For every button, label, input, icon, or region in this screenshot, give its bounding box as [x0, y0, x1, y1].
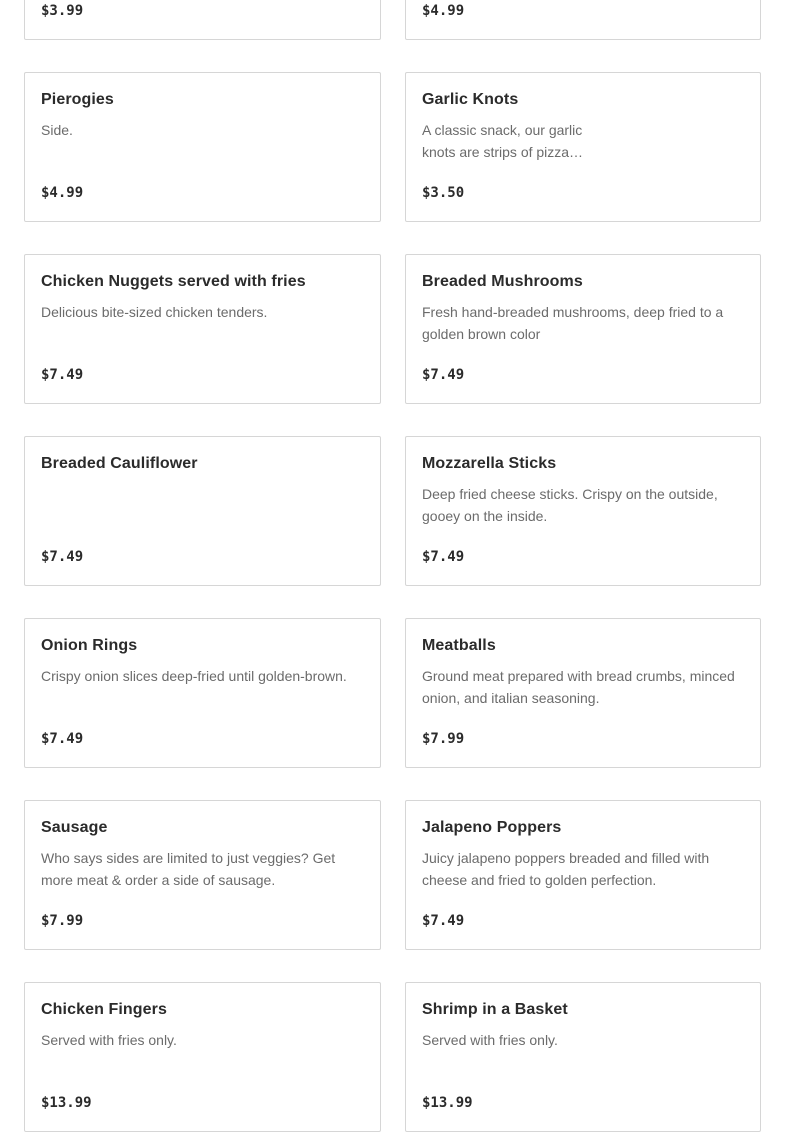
menu-item-price: $3.50 — [422, 185, 465, 201]
menu-item-name: Garlic Knots — [422, 91, 519, 108]
menu-item-price: $7.99 — [422, 731, 465, 747]
menu-item-description: Served with fries only. — [422, 1032, 558, 1048]
menu-item-description: Delicious bite-sized chicken tenders. — [41, 304, 268, 320]
menu-item-card[interactable] — [405, 436, 761, 586]
menu-item-card[interactable] — [405, 0, 761, 40]
menu-item-card[interactable] — [24, 436, 381, 586]
menu-item-card[interactable] — [24, 254, 381, 404]
menu-item-name: Breaded Cauliflower — [41, 455, 198, 472]
menu-item-description: Fresh hand-breaded mushrooms, deep fried to a golden brown color — [422, 304, 724, 342]
menu-item-card[interactable] — [405, 982, 761, 1132]
menu-items-grid — [24, 0, 761, 1132]
menu-item-description: Who says sides are limited to just veggies? Get more meat & order a side of sausage. — [41, 850, 336, 888]
menu-item-card[interactable] — [24, 618, 381, 768]
menu-item-card[interactable] — [405, 800, 761, 950]
menu-item-price: $13.99 — [41, 1095, 92, 1111]
menu-item-card[interactable] — [405, 618, 761, 768]
menu-item-price: $7.49 — [41, 731, 84, 747]
menu-item-name: Pierogies — [41, 91, 114, 108]
menu-item-name: Breaded Mushrooms — [422, 273, 583, 290]
menu-item-name: Chicken Fingers — [41, 1001, 167, 1018]
menu-item-description: A classic snack, our garlic knots are strips of pizza… — [422, 122, 584, 160]
menu-item-card[interactable] — [24, 800, 381, 950]
menu-item-price: $4.99 — [422, 3, 465, 19]
menu-item-price: $7.49 — [422, 913, 465, 929]
menu-item-price: $4.99 — [41, 185, 84, 201]
menu-item-description: Crispy onion slices deep-fried until golden-brown. — [41, 668, 347, 684]
menu-item-name: Meatballs — [422, 637, 496, 654]
menu-item-name: Sausage — [41, 819, 108, 836]
menu-item-name: Mozzarella Sticks — [422, 455, 557, 472]
menu-item-card[interactable] — [24, 72, 381, 222]
menu-item-price: $13.99 — [422, 1095, 473, 1111]
menu-item-card[interactable] — [24, 0, 381, 40]
menu-item-name: Onion Rings — [41, 637, 138, 654]
menu-item-price: $7.49 — [422, 367, 465, 383]
menu-item-price: $7.49 — [41, 367, 84, 383]
menu-item-name: Shrimp in a Basket — [422, 1001, 568, 1018]
menu-item-description: Side. — [41, 122, 73, 138]
menu-item-card[interactable] — [405, 254, 761, 404]
menu-item-price: $3.99 — [41, 3, 84, 19]
menu-item-price: $7.49 — [422, 549, 465, 565]
menu-item-price: $7.49 — [41, 549, 84, 565]
menu-item-description: Deep fried cheese sticks. Crispy on the outside, gooey on the inside. — [422, 486, 718, 524]
menu-item-price: $7.99 — [41, 913, 84, 929]
menu-item-card[interactable] — [24, 982, 381, 1132]
menu-item-name: Jalapeno Poppers — [422, 819, 562, 836]
menu-item-name: Chicken Nuggets served with fries — [41, 273, 306, 290]
menu-item-description: Juicy jalapeno poppers breaded and filled with cheese and fried to golden perfection. — [422, 850, 710, 888]
menu-item-description: Served with fries only. — [41, 1032, 177, 1048]
menu-item-card[interactable] — [405, 72, 761, 222]
menu-item-description: Ground meat prepared with bread crumbs, minced onion, and italian seasoning. — [422, 668, 735, 706]
